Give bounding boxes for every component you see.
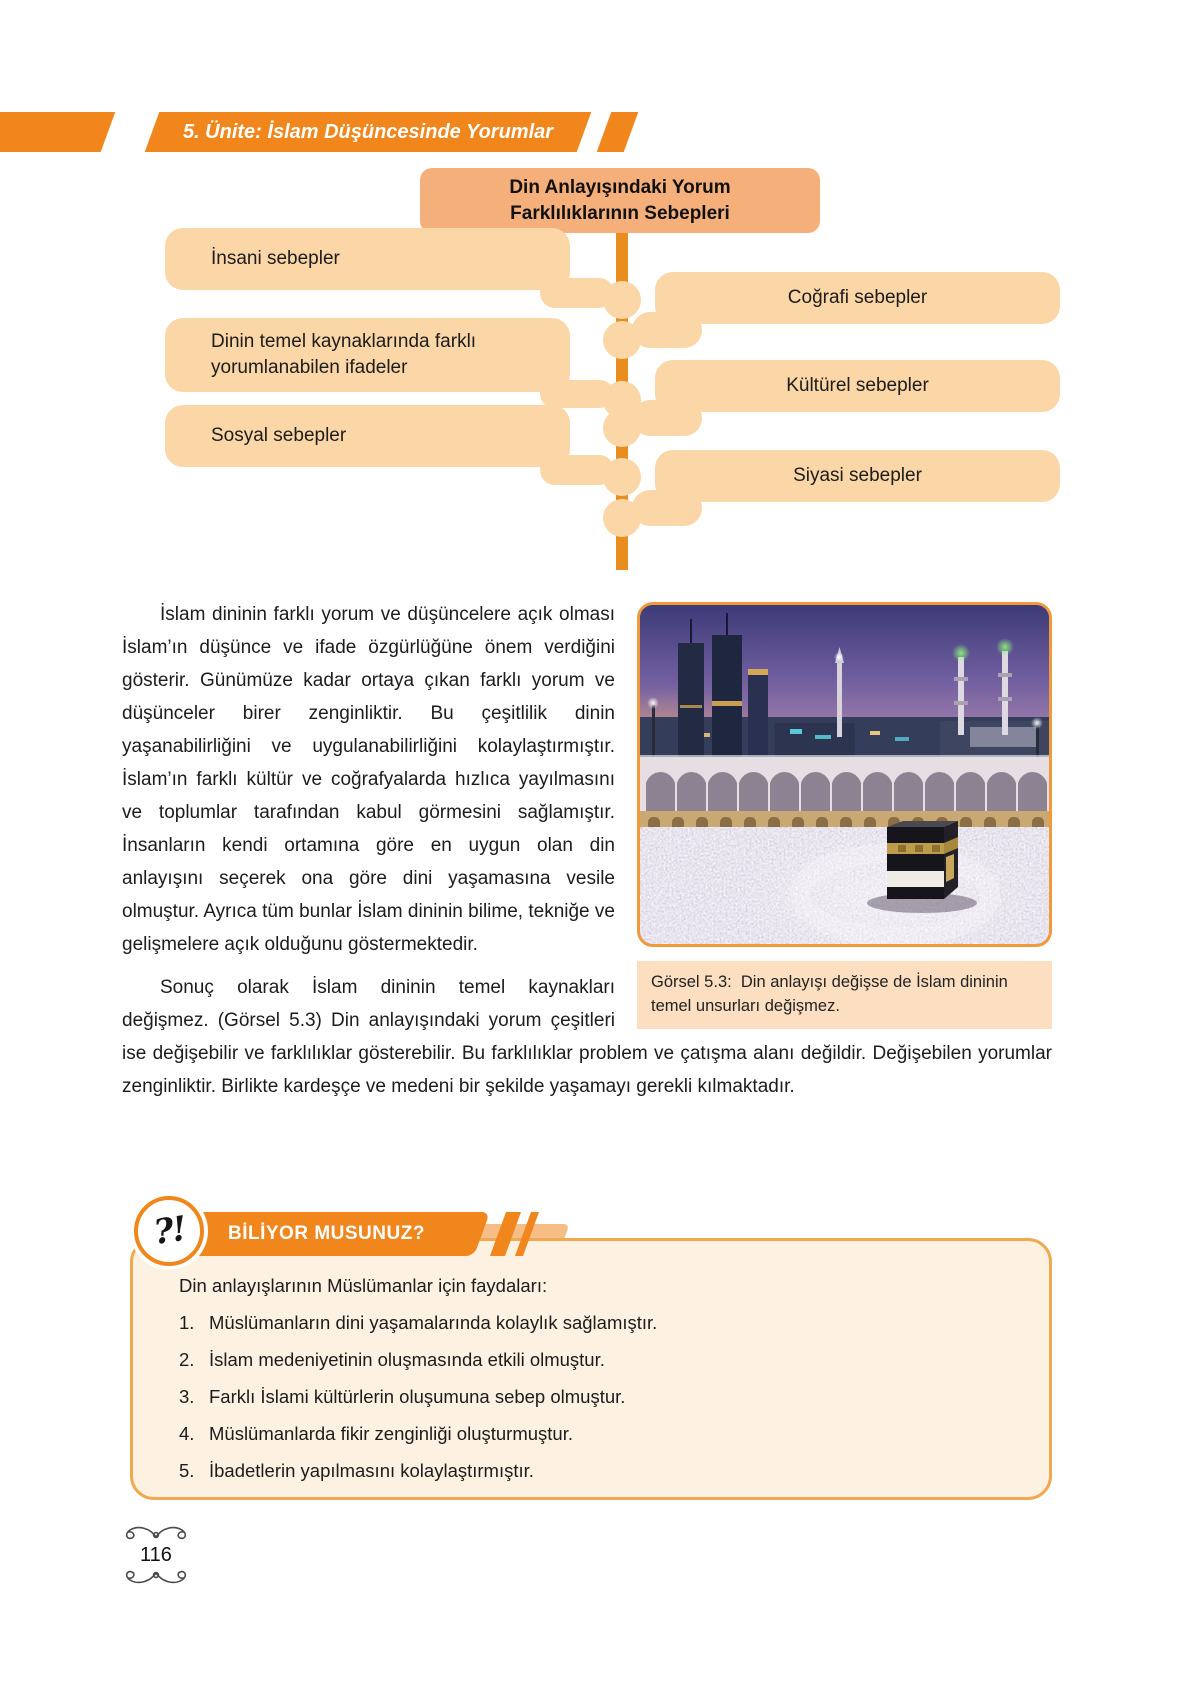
infobox <box>130 1238 1052 1500</box>
item-number: 3. <box>179 1386 195 1407</box>
diagram-title: Din Anlayışındaki Yorum Farklılıklarının Sebepleri <box>420 168 820 233</box>
diagram-box-kaynaklar <box>165 318 570 392</box>
unit-banner-slash <box>597 112 639 152</box>
diagram-box-label: Coğrafi sebepler <box>787 287 928 308</box>
diagram-box-label: Dinin temel kaynaklarında farklı yorumlanabilen ifadeler <box>211 331 477 378</box>
infobox-item <box>179 1311 1019 1335</box>
diagram-box-sosyal <box>165 405 570 467</box>
question-exclamation-icon: ?! <box>134 1196 204 1266</box>
item-text: İslam medeniyetinin oluşmasında etkili olmuştur. <box>209 1349 605 1370</box>
connector-node <box>603 458 641 496</box>
kaaba-photo <box>637 602 1052 947</box>
unit-banner-left-block <box>0 112 115 152</box>
item-number: 1. <box>179 1312 195 1333</box>
unit-banner-title: 5. Ünite: İslam Düşüncesinde Yorumlar <box>182 121 554 143</box>
diagram-box-label: İnsani sebepler <box>211 248 340 269</box>
connector-node <box>603 499 641 537</box>
infobox-intro: Din anlayışlarının Müslümanlar için faydaları: <box>179 1275 548 1296</box>
page-number: 116 <box>140 1544 172 1566</box>
infobox-item <box>179 1459 1019 1483</box>
figure-caption <box>637 961 1052 1029</box>
figure-5-3 <box>637 602 1052 1029</box>
figure-caption-text: Din anlayışı değişse de İslam dininin temel unsurları değişmez. <box>651 973 1008 1015</box>
connector-node <box>603 321 641 359</box>
figure-caption-label: Görsel 5.3: <box>651 973 732 991</box>
diagram-box-label: Kültürel sebepler <box>786 375 929 396</box>
ornament-icon <box>120 1524 192 1542</box>
infobox-title: BİLİYOR MUSUNUZ? <box>228 1223 425 1244</box>
item-number: 2. <box>179 1349 195 1370</box>
infobox-item <box>179 1385 1019 1409</box>
article-paragraph-2: Sonuç olarak İslam dininin temel kaynakları değişmez. (Görsel 5.3) Din anlayışındaki yorum çeşitleri ise değişebilir ve farklılıklar gösterebilir. Bu farklılıklar problem ve çatışma alanı değildir. Değişebilen yorumlar zenginliktir. Birlikte kardeşçe ve medeni bir şekilde yaşamayı gerekli kılmaktadır. <box>122 977 1052 1097</box>
article-body <box>122 598 1052 1113</box>
connector-node <box>603 281 641 319</box>
ornament-icon <box>120 1568 192 1586</box>
item-number: 4. <box>179 1423 195 1444</box>
kaaba-photo-illustration <box>640 605 1049 944</box>
diagram-box-insani <box>165 228 570 290</box>
item-text: Farklı İslami kültürlerin oluşumuna sebep olmuştur. <box>209 1386 626 1407</box>
item-text: Müslümanların dini yaşamalarında kolaylık sağlamıştır. <box>209 1312 658 1333</box>
diagram-box-cografi <box>655 272 1060 324</box>
diagram-box-label: Siyasi sebepler <box>793 465 922 486</box>
item-text: İbadetlerin yapılmasını kolaylaştırmıştır. <box>209 1460 534 1481</box>
infobox-item <box>179 1348 1019 1372</box>
article-paragraph-1: İslam dininin farklı yorum ve düşüncelere açık olması İslam’ın düşünce ve ifade özgürlüğüne önem verdiğini gösterir. Günümüze kadar ortaya çıkan farklı yorum ve düşünceler birer zenginliktir. Bu çeşitlilik dinin yaşanabilirliğini ve uygulanabilirliğini kolaylaştırmıştır. İslam’ın farklı kültür ve coğrafyalarda hızlıca yayılmasını ve toplumlar tarafından kabul görmesini sağlamıştır. İnsanların kendi ortamına göre en uygun olan din anlayışını seçerek ona göre dini yaşamasına vesile olmuştur. Ayrıca tüm bunlar İslam dininin bilime, tekniğe ve gelişmelere açık olduğunu göstermektedir. <box>122 604 615 955</box>
diagram-box-siyasi <box>655 450 1060 502</box>
diagram-box-kulturel <box>655 360 1060 412</box>
infobox-item <box>179 1422 1019 1446</box>
item-number: 5. <box>179 1460 195 1481</box>
item-text: Müslümanlarda fikir zenginliği oluşturmuştur. <box>209 1423 573 1444</box>
connector-node <box>603 409 641 447</box>
diagram-box-label: Sosyal sebepler <box>211 425 347 446</box>
page-footer <box>116 1524 196 1586</box>
